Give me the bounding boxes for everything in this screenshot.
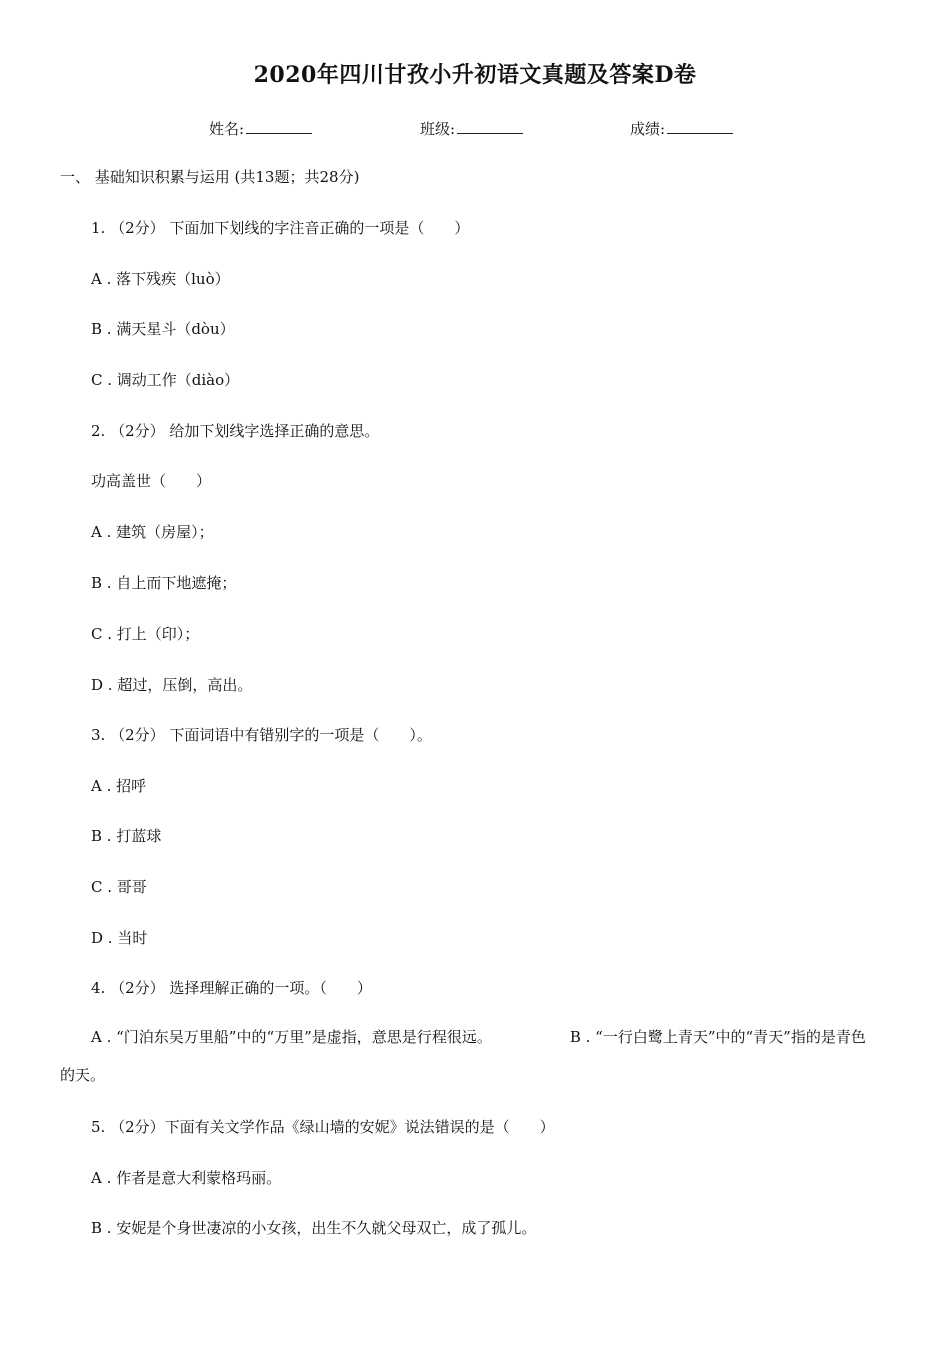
question-2-option-a: A . 建筑（房屋）； bbox=[91, 523, 214, 541]
question-5-option-a: A . 作者是意大利蒙格玛丽。 bbox=[91, 1169, 282, 1187]
name-label: 姓名: bbox=[209, 120, 245, 138]
score-blank bbox=[667, 119, 733, 134]
question-3-stem: 3. （2分） 下面词语中有错别字的一项是（ ）。 bbox=[91, 726, 432, 744]
name-blank bbox=[246, 119, 312, 134]
question-2-option-d: D . 超过，压倒，高出。 bbox=[91, 676, 253, 694]
question-1-option-a: A . 落下残疾（luò） bbox=[91, 270, 230, 288]
question-3-option-b: B . 打蓝球 bbox=[91, 827, 162, 845]
question-2-subject: 功高盖世（ ） bbox=[91, 472, 212, 490]
class-label: 班级: bbox=[420, 120, 456, 138]
name-field bbox=[209, 118, 312, 139]
question-3-option-c: C . 哥哥 bbox=[91, 878, 147, 896]
question-4-option-a: A . “门泊东吴万里船”中的“万里”是虚指，意思是行程很远。 bbox=[91, 1028, 492, 1046]
score-label: 成绩: bbox=[630, 120, 666, 138]
question-1-stem: 1. （2分） 下面加下划线的字注音正确的一项是（ ） bbox=[91, 219, 470, 237]
question-2-option-c: C . 打上（印）； bbox=[91, 625, 200, 643]
class-field bbox=[420, 118, 523, 139]
score-field bbox=[630, 118, 733, 139]
question-3-option-a: A . 招呼 bbox=[91, 777, 147, 795]
question-1-option-c: C . 调动工作（diào） bbox=[91, 371, 240, 389]
question-5-stem: 5. （2分）下面有关文学作品《绿山墙的安妮》说法错误的是（ ） bbox=[91, 1118, 555, 1136]
class-blank bbox=[457, 119, 523, 134]
question-4-option-b: B . “一行白鹭上青天”中的“青天”指的是青色的天。 bbox=[60, 1028, 866, 1084]
section-heading: 一、 基础知识积累与运用 (共13题；共28分) bbox=[60, 168, 360, 186]
question-1-option-b: B . 满天星斗（dòu） bbox=[91, 320, 235, 338]
question-4-stem: 4. （2分） 选择理解正确的一项。（ ） bbox=[91, 979, 372, 997]
page-title: 2020年四川甘孜小升初语文真题及答案D卷 bbox=[253, 62, 697, 88]
question-2-option-b: B . 自上而下地遮掩； bbox=[91, 574, 237, 592]
question-3-option-d: D . 当时 bbox=[91, 929, 148, 947]
question-4-options bbox=[60, 1018, 866, 1094]
student-info-row bbox=[0, 118, 950, 142]
question-2-stem: 2. （2分） 给加下划线字选择正确的意思。 bbox=[91, 422, 380, 440]
question-5-option-b: B . 安妮是个身世凄凉的小女孩，出生不久就父母双亡，成了孤儿。 bbox=[91, 1219, 537, 1237]
